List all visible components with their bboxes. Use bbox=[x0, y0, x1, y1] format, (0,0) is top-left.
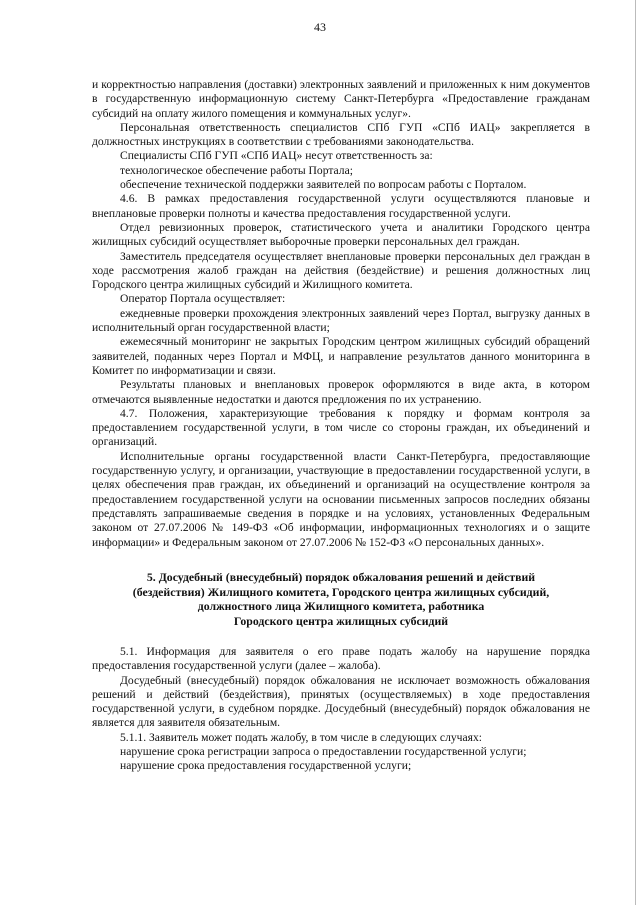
paragraphs-before-section bbox=[92, 78, 590, 550]
paragraph: ежемесячный мониторинг не закрытых Городским центром жилищных субсидий обращений заявителей, поданных через Портал и МФЦ, и направление результатов данного мониторинга в Комитет по информатизации и связи. bbox=[92, 335, 590, 377]
section-heading-line: (бездействия) Жилищного комитета, Городского центра жилищных субсидий, bbox=[132, 584, 550, 599]
document-body bbox=[92, 78, 590, 774]
paragraph: Исполнительные органы государственной власти Санкт-Петербурга, предоставляющие государственную услугу, и организации, участвующие в предоставлении государственной услуги, в целях обеспечения прав граждан, их объединений и организаций на осуществление контроля за предоставлением государственной услуги на основании письменных запросов последних обязаны представлять запрашиваемые сведения в порядке и на условиях, установленных Федеральным законом от 27.07.2006 № 149-ФЗ «Об информации, информационных технологиях и о защите информации» и Федеральным законом от 27.07.2006 № 152-ФЗ «О персональных данных». bbox=[92, 449, 590, 549]
paragraph: 4.7. Положения, характеризующие требования к порядку и формам контроля за предоставлением государственной услуги, в том числе со стороны граждан, их объединений и организаций. bbox=[92, 406, 590, 449]
section-heading-line: Городского центра жилищных субсидий bbox=[233, 614, 449, 629]
paragraph: ежедневные проверки прохождения электронных заявлений через Портал, выгрузку данных в исполнительный орган государственной власти; bbox=[92, 306, 590, 335]
paragraphs-after-section bbox=[92, 645, 590, 774]
paragraph: Отдел ревизионных проверок, статистического учета и аналитики Городского центра жилищных субсидий осуществляет выборочные проверки персональных дел граждан. bbox=[92, 220, 590, 249]
paragraph: 4.6. В рамках предоставления государственной услуги осуществляются плановые и внеплановые проверки полноты и качества предоставления государственной услуги. bbox=[92, 192, 590, 220]
paragraph: Персональная ответственность специалистов СПб ГУП «СПб ИАЦ» закрепляется в должностных инструкциях в соответствии с требованиями законодательства. bbox=[92, 120, 590, 149]
page-number: 43 bbox=[314, 20, 326, 34]
paragraph: нарушение срока предоставления государственной услуги; bbox=[120, 759, 412, 773]
paragraph: Досудебный (внесудебный) порядок обжалования не исключает возможность обжалования решений и действий (бездействия), принятых (осуществляемых) в ходе предоставления государственной услуги, в судебном порядке. Досудебный (внесудебный) порядок обжалования не является для заявителя обязательным. bbox=[92, 673, 590, 730]
section-heading-line: должностного лица Жилищного комитета, работника bbox=[197, 599, 485, 614]
section-heading-line: 5. Досудебный (внесудебный) порядок обжалования решений и действий bbox=[146, 569, 536, 584]
paragraph: Специалисты СПб ГУП «СПб ИАЦ» несут ответственность за: bbox=[120, 149, 433, 163]
paragraph: технологическое обеспечение работы Портала; bbox=[120, 163, 353, 177]
scan-edge-line bbox=[635, 0, 636, 905]
paragraph: Оператор Портала осуществляет: bbox=[120, 292, 286, 306]
paragraph: 5.1.1. Заявитель может подать жалобу, в том числе в следующих случаях: bbox=[120, 730, 482, 744]
paragraph: Результаты плановых и внеплановых проверок оформляются в виде акта, в котором отмечаются выявленные недостатки и даются предложения по их устранению. bbox=[92, 378, 590, 406]
paragraph: 5.1. Информация для заявителя о его праве подать жалобу на нарушение порядка предоставления государственной услуги (далее – жалоба). bbox=[92, 644, 590, 673]
paragraph: и корректностью направления (доставки) электронных заявлений и приложенных к ним документов в государственную информационную систему Санкт-Петербурга «Предоставление гражданам субсидий на оплату жилого помещения и коммунальных услуг». bbox=[92, 78, 590, 120]
section-heading bbox=[92, 570, 590, 629]
paragraph: обеспечение технической поддержки заявителей по вопросам работы с Порталом. bbox=[120, 178, 527, 192]
paragraph: нарушение срока регистрации запроса о предоставлении государственной услуги; bbox=[120, 745, 527, 759]
paragraph: Заместитель председателя осуществляет внеплановые проверки персональных дел граждан в ходе рассмотрения жалоб граждан на действия (бездействие) и решения должностных лиц Городского центра жилищных субсидий и Жилищного комитета. bbox=[92, 249, 590, 292]
